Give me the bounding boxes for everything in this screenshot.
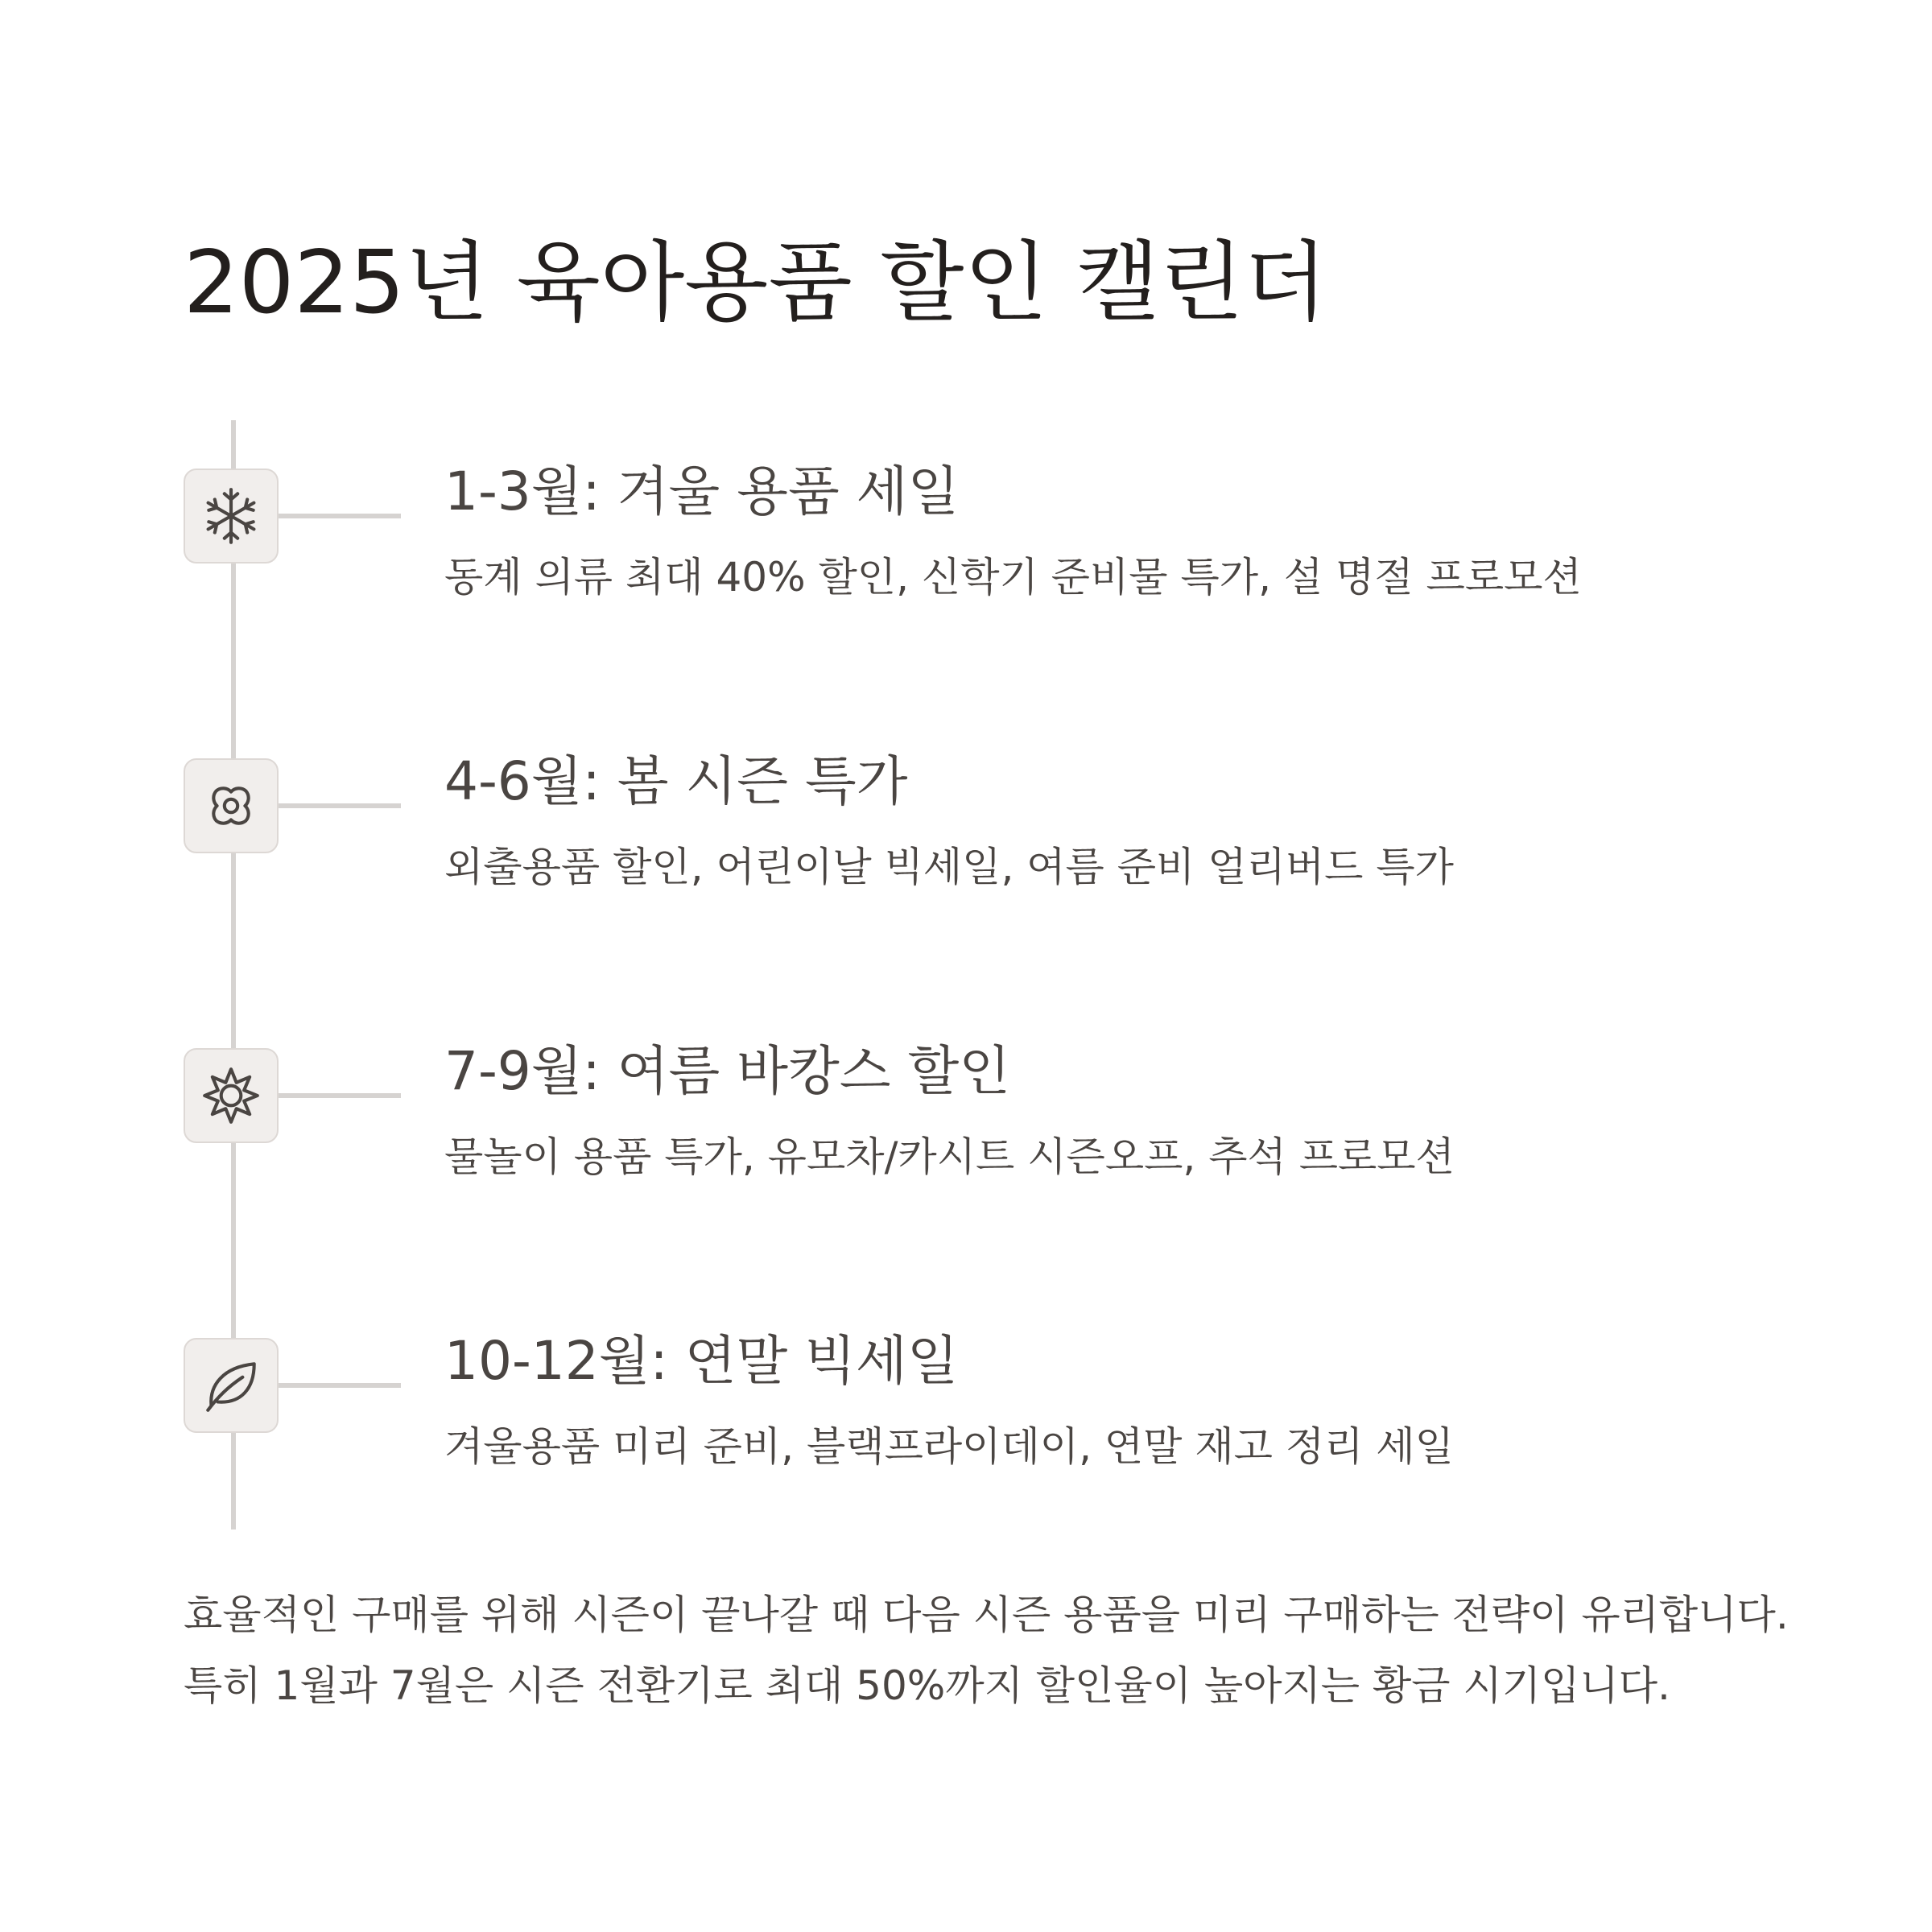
item-description: 외출용품 할인, 어린이날 빅세일, 여름 준비 얼리버드 특가 (444, 844, 1454, 890)
timeline-item-winter (0, 423, 1932, 601)
footer-note: 효율적인 구매를 위해 시즌이 끝나갈 때 다음 시즌 용품을 미리 구매하는 전략이 유리합니다. 특히 1월과 7월은 시즌 전환기로 최대 50%까지 할인율이 높아지는 황금 시기입니다. (184, 1591, 1789, 1709)
timeline-item-summer (0, 1003, 1932, 1180)
timeline-item-autumn (0, 1293, 1932, 1470)
item-description: 동계 의류 최대 40% 할인, 신학기 준비물 특가, 설 명절 프로모션 (444, 554, 1582, 601)
snowflake-icon (184, 469, 279, 564)
item-description: 겨울용품 미리 준비, 블랙프라이데이, 연말 재고 정리 세일 (444, 1423, 1454, 1470)
connector-line (279, 803, 401, 808)
item-title: 1-3월: 겨울 용품 세일 (444, 460, 960, 522)
item-title: 10-12월: 연말 빅세일 (444, 1330, 959, 1392)
connector-line (279, 1383, 401, 1388)
timeline-item-spring (0, 713, 1932, 890)
sun-icon (184, 1048, 279, 1143)
leaf-icon (184, 1338, 279, 1433)
item-title: 4-6월: 봄 시즌 특가 (444, 750, 908, 812)
connector-line (279, 514, 401, 518)
item-title: 7-9월: 여름 바캉스 할인 (444, 1040, 1011, 1102)
flower-icon (184, 758, 279, 853)
connector-line (279, 1093, 401, 1098)
page-title: 2025년 육아용품 할인 캘린더 (184, 233, 1328, 333)
item-description: 물놀이 용품 특가, 유모차/카시트 시즌오프, 추석 프로모션 (444, 1133, 1455, 1180)
